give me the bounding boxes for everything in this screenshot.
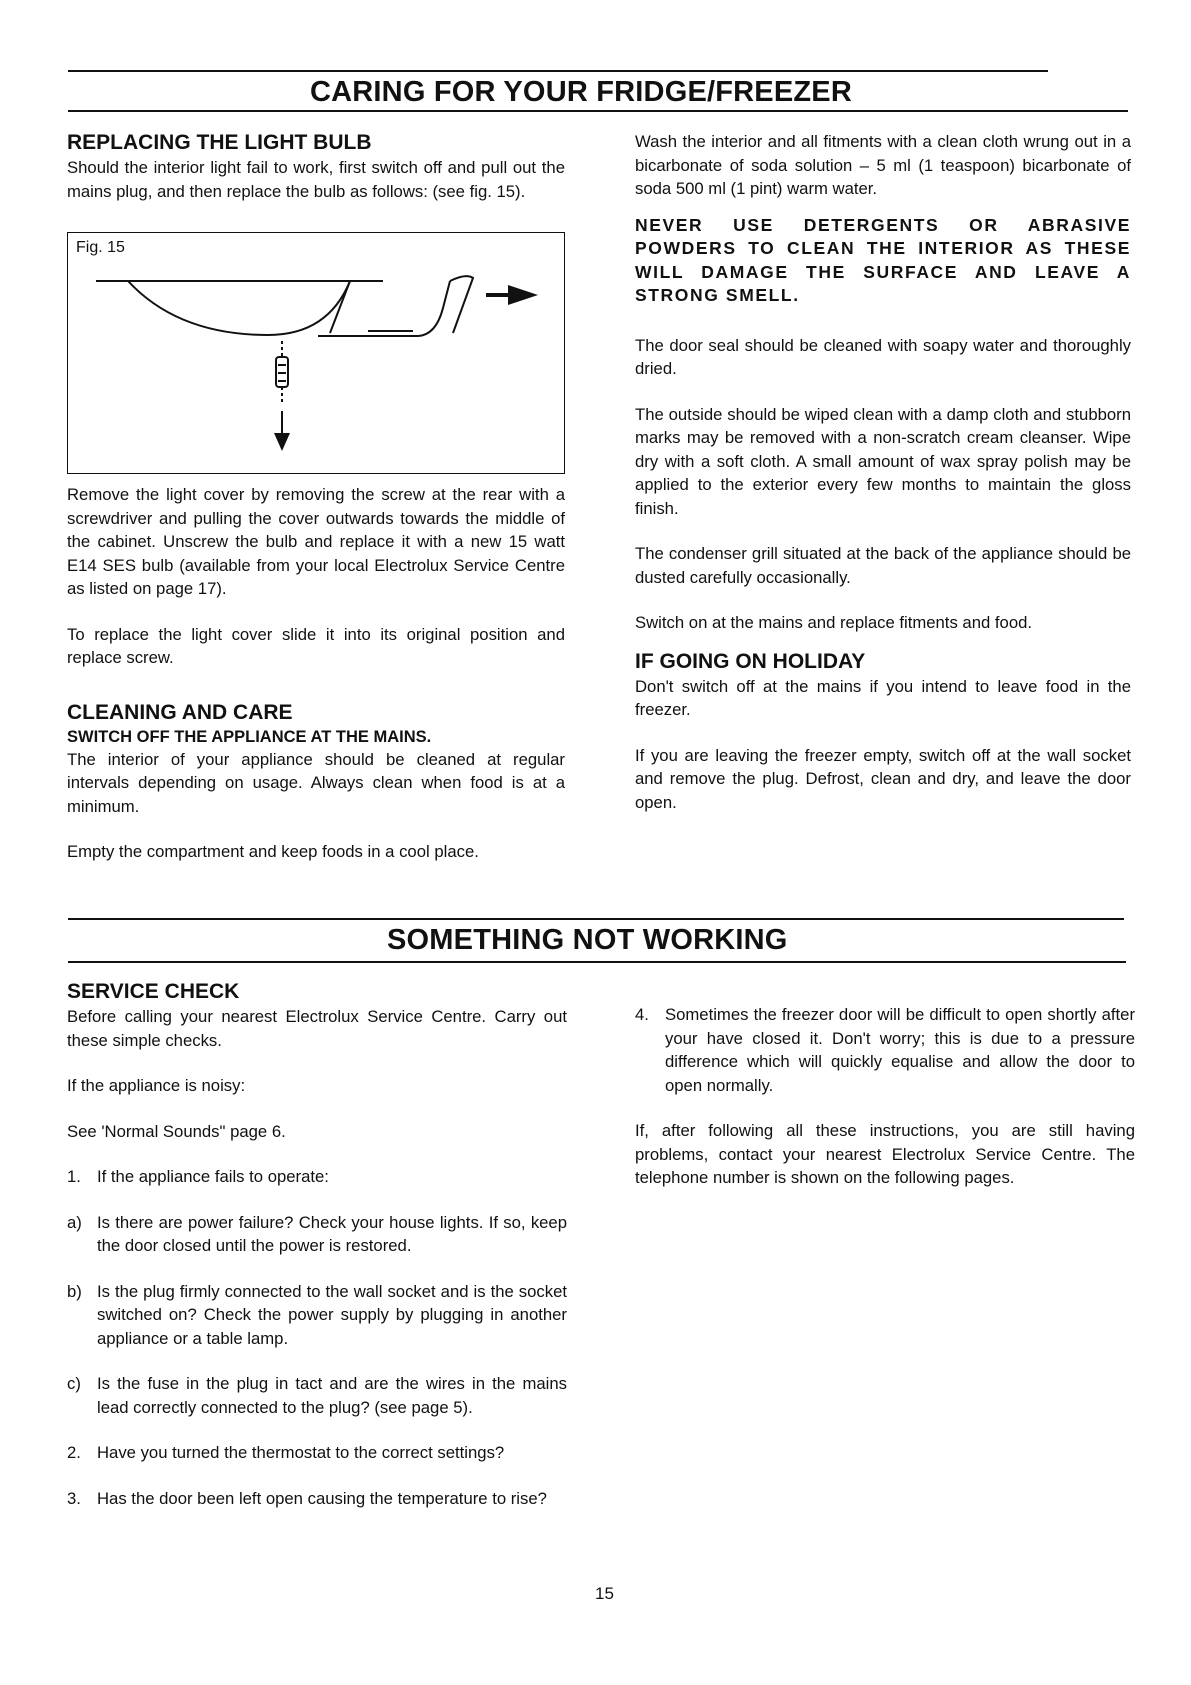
- check-item-text: Is the fuse in the plug in tact and are the wires in the mains lead correctly connected to the plug? (see page 5).: [97, 1374, 567, 1417]
- section2-left-column: [67, 979, 567, 1510]
- check-item-4: [635, 1003, 1135, 1097]
- section2-right-column: [635, 1003, 1135, 1190]
- section1-left-column-lower: [67, 483, 565, 864]
- figure-15-label: Fig. 15: [76, 239, 125, 256]
- holiday-text-2: If you are leaving the freezer empty, switch off at the wall socket and remove the plug. Defrost, clean and dry, and leave the door open.: [635, 745, 1131, 812]
- light-bulb-intro: Should the interior light fail to work, first switch off and pull out the mains plug, and then replace the bulb as follows: (see fig. 15).: [67, 158, 565, 201]
- check-item-text: Is the plug firmly connected to the wall socket and is the socket switched on? Check the power supply by plugging in another appliance or a table lamp.: [97, 1281, 567, 1348]
- check-item-b: [67, 1280, 567, 1351]
- door-seal-text: The door seal should be cleaned with soapy water and thoroughly dried.: [635, 335, 1131, 378]
- service-check-intro: Before calling your nearest Electrolux Service Centre. Carry out these simple checks.: [67, 1007, 567, 1050]
- replace-cover-text: To replace the light cover slide it into its original position and replace screw.: [67, 624, 565, 667]
- page-number: 15: [595, 1584, 614, 1603]
- section1-left-column: [67, 130, 565, 203]
- section2-bottom-rule: [68, 961, 1126, 963]
- check-item-number: b): [67, 1281, 82, 1301]
- check-item-3: [67, 1487, 567, 1511]
- section2-title: SOMETHING NOT WORKING: [387, 924, 788, 956]
- check-item-text: Has the door been left open causing the temperature to rise?: [97, 1488, 547, 1508]
- service-check-heading: SERVICE CHECK: [67, 980, 240, 1003]
- check-item-text: If the appliance fails to operate:: [97, 1167, 329, 1186]
- light-bulb-heading: REPLACING THE LIGHT BULB: [67, 131, 372, 154]
- check-item-1: [67, 1165, 567, 1189]
- section1-top-rule: [68, 70, 1048, 72]
- check-item-a: [67, 1211, 567, 1258]
- detergent-warning: NEVER USE DETERGENTS OR ABRASIVE POWDERS TO CLEAN THE INTERIOR AS THESE WILL DAMAGE THE SURFACE AND LEAVE A STRONG SMELL.: [635, 214, 1131, 305]
- check-item-text: Is there are power failure? Check your house lights. If so, keep the door closed until the power is restored.: [97, 1212, 567, 1255]
- holiday-heading: IF GOING ON HOLIDAY: [635, 649, 866, 673]
- noisy-text: If the appliance is noisy:: [67, 1076, 246, 1095]
- check-item-number: 2.: [67, 1443, 81, 1462]
- remove-cover-text: Remove the light cover by removing the screw at the rear with a screwdriver and pulling the cover outwards towards the middle of the cabinet. Unscrew the bulb and replace it with a new 15 watt E14 SES bulb (available from your local Electrolux Service Centre as listed on page 17).: [67, 485, 565, 598]
- section2-top-rule: [68, 918, 1124, 920]
- section1-right-column: [635, 130, 1131, 814]
- holiday-text-1: Don't switch off at the mains if you intend to leave food in the freezer.: [635, 676, 1131, 719]
- check-item-number: 4.: [635, 1005, 649, 1024]
- check-item-number: 3.: [67, 1488, 81, 1508]
- cleaning-subheading: SWITCH OFF THE APPLIANCE AT THE MAINS.: [67, 727, 432, 746]
- check-item-number: a): [67, 1212, 82, 1232]
- check-item-text: Sometimes the freezer door will be difficult to open shortly after your have closed it. Don't worry; this is due to a pressure difference which will quickly equalise and allow the door to open normally.: [665, 1005, 1135, 1095]
- check-item-text: Have you turned the thermostat to the correct settings?: [97, 1443, 505, 1462]
- figure-15: [67, 232, 565, 474]
- check-item-2: [67, 1441, 567, 1465]
- light-cover-diagram: [68, 233, 564, 473]
- cleaning-interior-text: The interior of your appliance should be cleaned at regular intervals depending on usage. Always clean when food is at a minimum.: [67, 749, 565, 816]
- wash-interior-text: Wash the interior and all fitments with a clean cloth wrung out in a bicarbonate of soda solution – 5 ml (1 teaspoon) bicarbonate of soda 500 ml (1 pint) warm water.: [635, 132, 1131, 198]
- closing-text: If, after following all these instructions, you are still having problems, contact your nearest Electrolux Service Centre. The telephone number is shown on the following pages.: [635, 1121, 1135, 1187]
- switch-on-text: Switch on at the mains and replace fitments and food.: [635, 613, 1033, 632]
- normal-sounds-ref: See 'Normal Sounds" page 6.: [67, 1121, 286, 1141]
- cleaning-heading: CLEANING AND CARE: [67, 700, 293, 724]
- empty-compartment-text: Empty the compartment and keep foods in a cool place.: [67, 842, 479, 861]
- outside-cleaning-text: The outside should be wiped clean with a damp cloth and stubborn marks may be removed with a non-scratch cream cleanser. Wipe dry with a soft cloth. A small amount of wax spray polish may be applied to the exterior every few months to maintain the gloss finish.: [635, 404, 1131, 518]
- check-item-c: [67, 1372, 567, 1419]
- down-arrow-icon: [274, 433, 290, 451]
- right-arrow-icon: [508, 285, 538, 305]
- condenser-text: The condenser grill situated at the back of the appliance should be dusted carefully occasionally.: [635, 544, 1131, 587]
- section1-bottom-rule: [68, 110, 1128, 112]
- check-item-number: 1.: [67, 1167, 81, 1186]
- check-item-number: c): [67, 1374, 81, 1393]
- section1-title: CARING FOR YOUR FRIDGE/FREEZER: [310, 76, 852, 108]
